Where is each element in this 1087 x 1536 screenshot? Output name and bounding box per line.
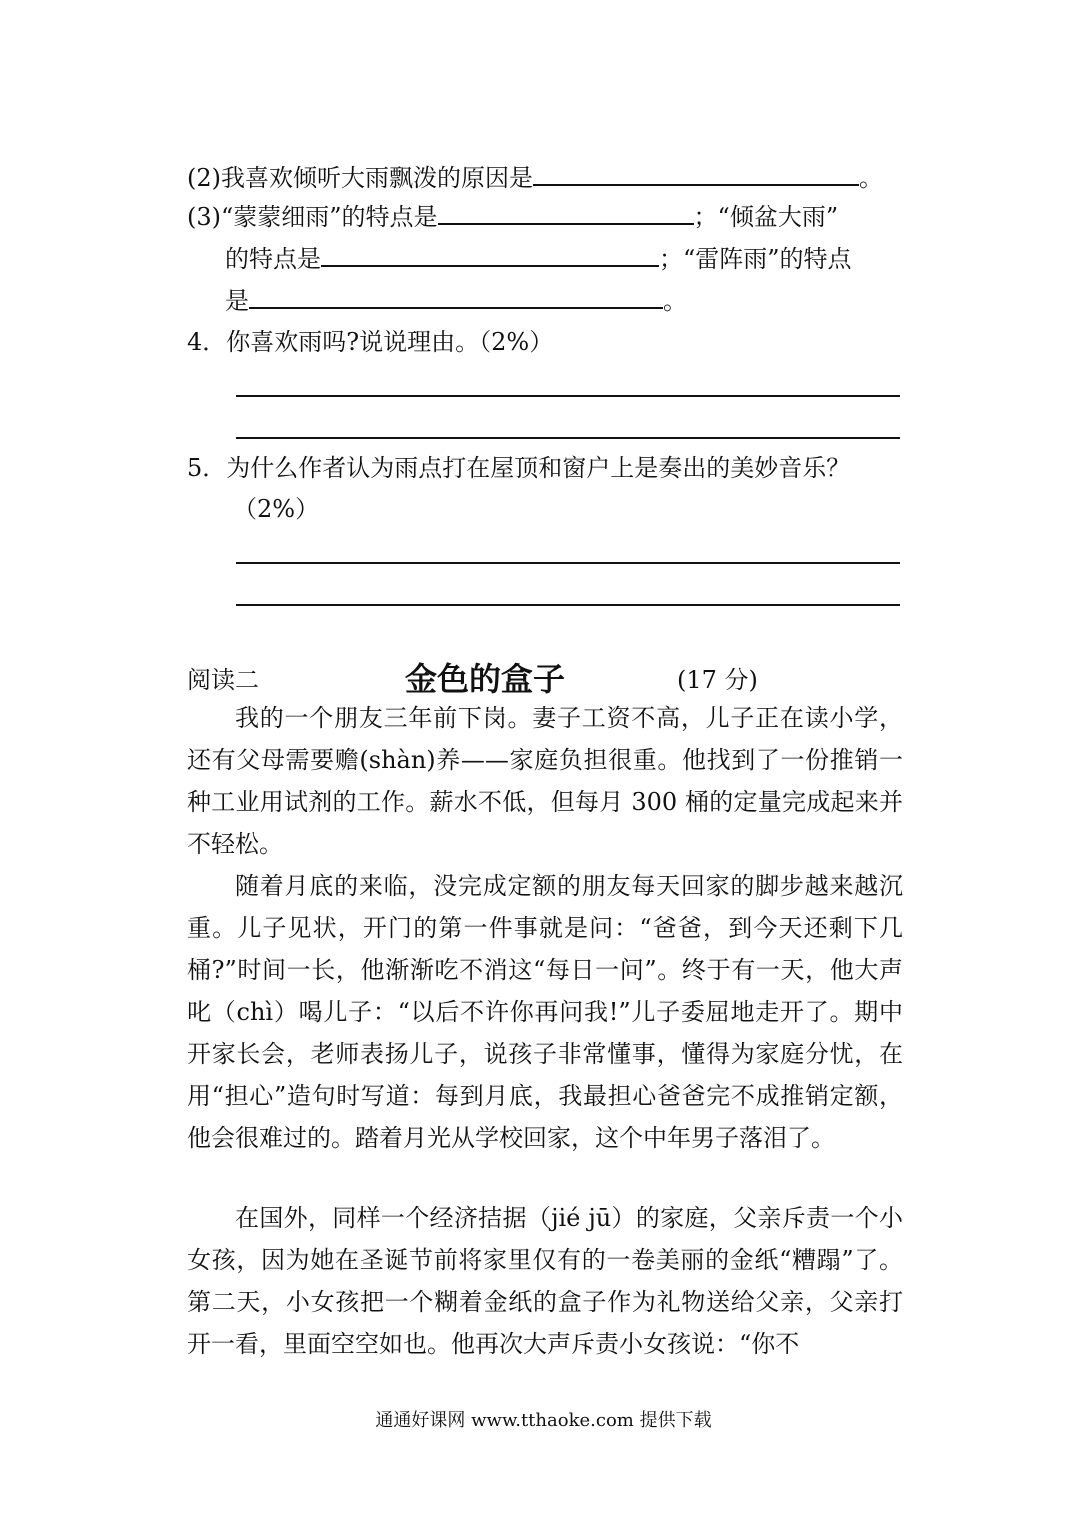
answer-line-4b[interactable] (236, 437, 900, 439)
reading-2-score: (17 分) (677, 666, 758, 694)
question-4: 4．你喜欢雨吗?说说理由。（2%） (187, 328, 554, 356)
question-3: (3)“蒙蒙细雨”的特点是 ；“倾盆大雨” (187, 203, 839, 231)
paragraph-3: 在国外，同样一个经济拮据（jié jū）的家庭，父亲斥责一个小女孩，因为她在圣诞节前将家里仅有的一卷美丽的金纸“糟蹋”了。第二天，小女孩把一个糊着金纸的盒子作为礼物送给父亲，父亲打开一看，里面空空如也。他再次大声斥责小女孩说：“你不 (187, 1204, 903, 1358)
question-5-score: （2%） (233, 495, 320, 523)
answer-blank-3b[interactable] (321, 243, 659, 267)
question-5: 5．为什么作者认为雨点打在屋顶和窗户上是奏出的美妙音乐？ (187, 454, 851, 482)
answer-line-4a[interactable] (236, 395, 900, 397)
reading-2-label: 阅读二 (187, 666, 259, 694)
answer-blank-3c[interactable] (249, 285, 663, 309)
reading-2-header (187, 654, 903, 698)
answer-line-5b[interactable] (236, 604, 900, 606)
answer-blank-3a[interactable] (438, 201, 694, 225)
question-3-cont: 的特点是 ；“雷阵雨”的特点 (225, 245, 852, 273)
paragraph-1: 我的一个朋友三年前下岗。妻子工资不高，儿子正在读小学，还有父母需要赡(shàn)养——家庭负担很重。他找到了一份推销一种工业用试剂的工作。薪水不低，但每月 300 桶的定量完成起来并不轻松。 (187, 704, 903, 858)
paragraph-2: 随着月底的来临，没完成定额的朋友每天回家的脚步越来越沉重。儿子见状，开门的第一件事就是问：“爸爸，到今天还剩下几桶?”时间一长，他渐渐吃不消这“每日一问”。终于有一天，他大声叱（chì）喝儿子：“以后不许你再问我!”儿子委屈地走开了。期中开家长会，老师表扬儿子，说孩子非常懂事，懂得为家庭分忧，在用“担心”造句时写道：每到月底，我最担心爸爸完不成推销定额，他会很难过的。踏着月光从学校回家，这个中年男子落泪了。 (187, 872, 903, 1152)
answer-blank-2[interactable] (533, 162, 859, 186)
question-3-cont2: 是 。 (225, 287, 687, 315)
question-2: (2)我喜欢倾听大雨飘泼的原因是 。 (187, 164, 883, 192)
question-2-text: (2)我喜欢倾听大雨飘泼的原因是 (187, 164, 533, 192)
reading-2-title: 金色的盒子 (405, 660, 566, 698)
answer-line-5a[interactable] (236, 562, 900, 564)
page-footer: 通通好课网 www.tthaoke.com 提供下载 (375, 1410, 712, 1431)
